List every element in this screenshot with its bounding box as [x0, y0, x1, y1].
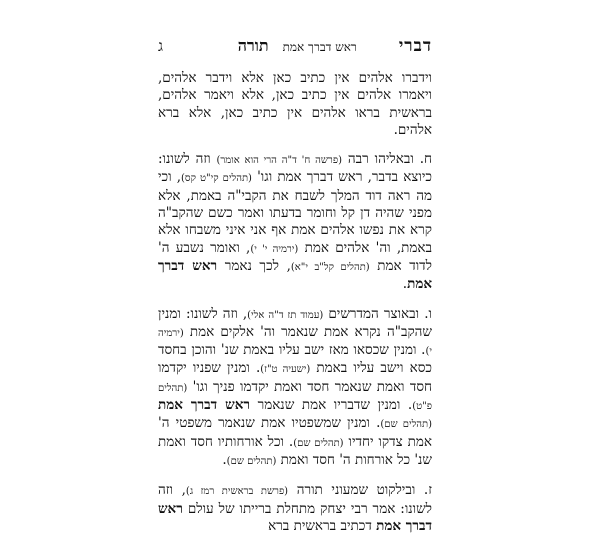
text-run: וידברו אלהים אין כתיב כאן אלא וידבר אלהים, ויאמרו אלהים אין כתיב כאן, אלא ויאמר אלהים, בראשית בראו אלהים אין כתיב כאן, אלא ברא אלהים. — [158, 70, 432, 138]
running-header — [158, 36, 432, 58]
paragraph-3 — [158, 482, 432, 535]
text-run: , וזה לשונו: אמר רבי יצחק מתחלת ברייתו של עולם — [158, 482, 432, 517]
source-citation: (פרשת בראשית רמז ג) — [185, 486, 289, 498]
source-citation: (תהלים שם) — [380, 419, 432, 431]
paragraph-1 — [158, 151, 432, 293]
source-citation: (פרשה ח' ד"ה הרי הוא אומר) — [216, 155, 342, 167]
text-run: ז. ובילקוט שמעוני תורה — [288, 482, 432, 499]
text-run: . ומנין שכסאו מאז ישב עליו באמת שנ' והוכן בחסד כסא וישב עליו באמת — [158, 342, 432, 377]
source-citation: (תהלים שם) — [226, 455, 277, 467]
header-book-title: דברי — [398, 36, 432, 56]
source-citation: (תהלים שם) — [293, 437, 344, 449]
text-run: . ומנין שמשפטיו אמת שנאמר משפטי ה' אמת צדקו יחדיו — [158, 415, 432, 450]
text-run: . — [402, 276, 408, 293]
source-citation: (ישעיה ט"ז) — [260, 364, 311, 376]
text-run: , וכי מה ראה דוד המלך לשבח את הקבי"ה באמת, אלא מפני שהיה דן קל וחומר בדעתו ואמר כשם שהקב"ה קרא את נפשו אלהים אמת אף אני איני משבחו אלא באמת, וה' אלהים אמת — [158, 169, 432, 256]
paragraph-0 — [158, 70, 432, 139]
text-run: . ומנין שדבריו אמת שנאמר — [250, 397, 413, 414]
text-run: ו. ובאוצר המדרשים — [323, 305, 432, 322]
text-run: וזה לשונו: כיוצא בדבר, ראש דברך אמת וגו' — [158, 151, 432, 186]
source-citation: (ירמיה י) — [158, 327, 432, 358]
source-citation: (תהלים קי"ט קס) — [181, 173, 252, 185]
body-text — [158, 70, 432, 535]
text-run: דכתיב בראשית ברא — [268, 517, 377, 534]
highlighted-phrase: ראש דברך אמת — [158, 500, 432, 534]
header-subtitle: ראש דברך אמת — [282, 40, 357, 54]
text-run: , ואומר נשבע ה' לדוד אמת — [158, 239, 432, 274]
source-citation: (ירמיה י' י) — [250, 243, 299, 255]
highlighted-phrase: ראש דברך אמת — [158, 257, 432, 293]
source-citation: (תהלים פ"ט) — [158, 382, 432, 413]
text-run: . — [222, 451, 227, 468]
text-run: ח. ובאליהו רבה — [341, 151, 432, 168]
text-run: , וזה לשונו: ומנין שהקב"ה נקרא אמת שנאמר וה' אלקים אמת — [158, 305, 432, 340]
text-run: . וכל אורחותיו חסד ואמת שנ' כל אורחות ה' חסד ואמת — [158, 433, 432, 468]
source-citation: (עמוד תז ד"ה אלי) — [247, 309, 324, 321]
highlighted-phrase: ראש דברך אמת — [158, 397, 250, 414]
paragraph-2 — [158, 306, 432, 471]
page-number: ג — [158, 37, 163, 55]
header-volume: תורה — [237, 36, 269, 55]
source-citation: (תהלים קל"ב י"א) — [290, 261, 370, 273]
text-run: , לכך נאמר — [217, 257, 291, 274]
text-run: . ומנין שפניו יקדמו חסד ואמת שנאמר חסד ואמת יקדמו פניך וגו' — [158, 360, 432, 395]
